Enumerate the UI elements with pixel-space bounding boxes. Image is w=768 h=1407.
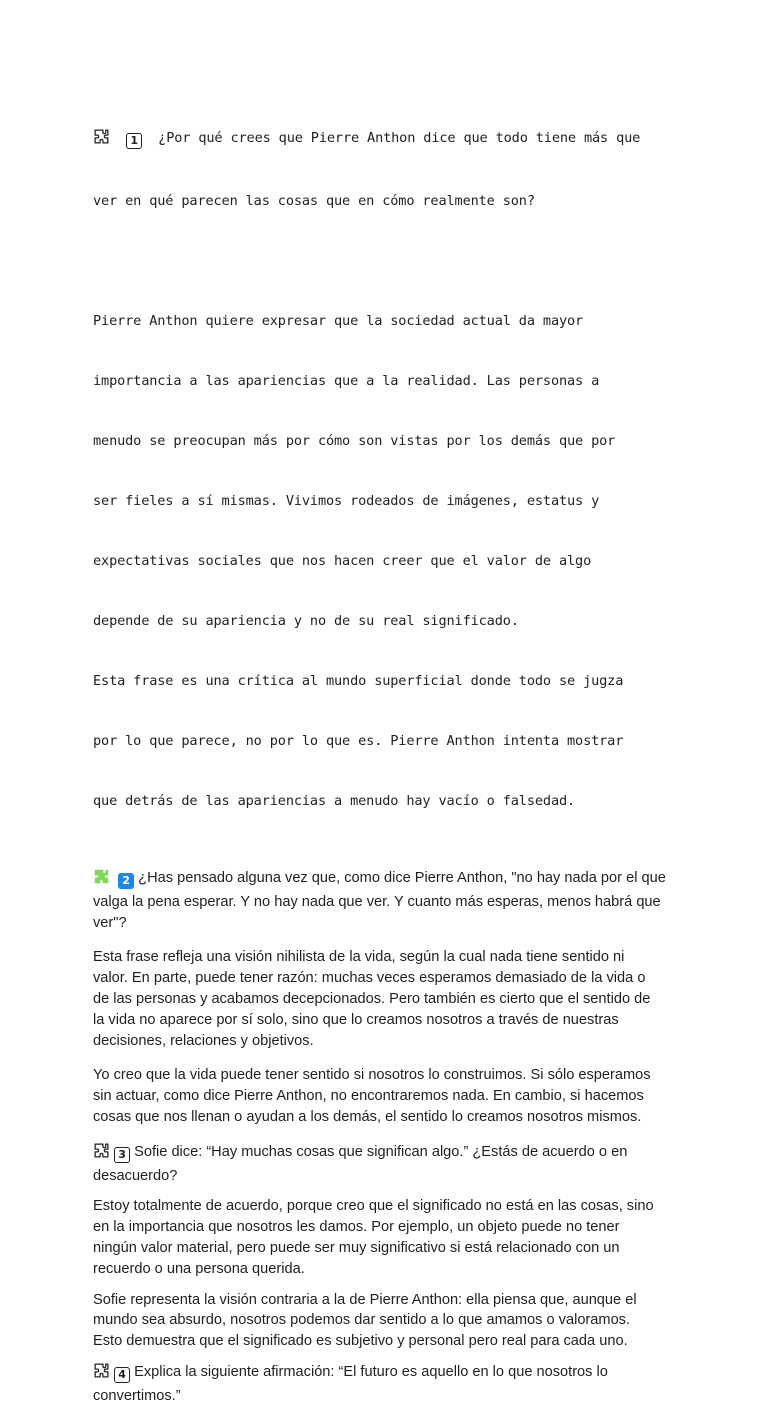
document-page (93, 88, 683, 1407)
question-text-line: ver en qué parecen las cosas que en cómo realmente son? (93, 193, 535, 209)
answer-line: Esta frase es una crítica al mundo superficial donde todo se jugza (93, 673, 624, 689)
answer-line: la vida no aparece por sí solo, sino que lo creamos nosotros a través de nuestras (93, 1011, 619, 1028)
question-number-badge: 1 (126, 133, 142, 149)
answer-1 (93, 271, 683, 851)
puzzle-outline-icon (93, 128, 110, 151)
answer-line: ningún valor material, pero puede ser muy significativo si está relacionado con un (93, 1239, 620, 1256)
question-text-line: Sofie dice: “Hay muchas cosas que significan algo.” ¿Estás de acuerdo o en (134, 1143, 628, 1160)
question-3 (93, 1142, 683, 1187)
answer-line: recuerdo o una persona querida. (93, 1260, 305, 1277)
answer-line: Esta frase refleja una visión nihilista de la vida, según la cual nada tiene sentido ni (93, 949, 625, 966)
question-text-line: valga la pena esperar. Y no hay nada que ver. Y cuanto más esperas, menos habrá que (93, 893, 661, 910)
answer-line: que detrás de las apariencias a menudo hay vacío o falsedad. (93, 793, 576, 809)
question-text-line: convertimos.” (93, 1387, 181, 1404)
answer-line: en la importancia que nosotros les damos. Por ejemplo, un objeto puede no tener (93, 1219, 620, 1236)
answer-line: ser fieles a sí mismas. Vivimos rodeados de imágenes, estatus y (93, 493, 600, 509)
answer-line: mundo sea absurdo, nosotros podemos dar sentido a lo que amamos o valoramos. (93, 1312, 631, 1329)
puzzle-outline-icon (93, 1142, 110, 1166)
answer-line: Esto demuestra que el significado es subjetivo y personal pero real para cada uno. (93, 1333, 628, 1350)
answer-line: importancia a las apariencias que a la realidad. Las personas a (93, 373, 600, 389)
answer-line: sin actuar, como dice Pierre Anthon, no encontraremos nada. En cambio, si hacemos (93, 1088, 644, 1105)
answer-line: valor. En parte, puede tener razón: muchas veces esperamos demasiado de la vida o (93, 970, 646, 987)
answer-line: Yo creo que la vida puede tener sentido si nosotros lo construimos. Si sólo esperamos (93, 1067, 651, 1084)
answer-line: expectativas sociales que nos hacen creer que el valor de algo (93, 553, 592, 569)
question-number-badge: 4 (114, 1367, 130, 1383)
answer-2a (93, 947, 683, 1051)
answer-line: Pierre Anthon quiere expresar que la sociedad actual da mayor (93, 313, 584, 329)
answer-line: cosas que nos llenan o ayudan a los demás, el sentido lo creamos nosotros mismos. (93, 1108, 642, 1125)
question-4 (93, 1362, 683, 1407)
question-text-line: ¿Por qué crees que Pierre Anthon dice que todo tiene más que (158, 130, 641, 146)
question-text-line: desacuerdo? (93, 1167, 178, 1184)
question-number-badge: 2 (118, 873, 134, 889)
puzzle-outline-icon (93, 1362, 110, 1386)
question-text-line: ver"? (93, 914, 127, 931)
answer-2b (93, 1065, 683, 1127)
answer-line: depende de su apariencia y no de su real significado. (93, 613, 519, 629)
answer-3a (93, 1196, 683, 1279)
answer-3b (93, 1290, 683, 1352)
question-2 (93, 868, 683, 933)
question-text-line: Explica la siguiente afirmación: “El futuro es aquello en lo que nosotros lo (134, 1363, 608, 1380)
answer-line: de las personas y acabamos decepcionados. Pero también es cierto que el sentido de (93, 990, 651, 1007)
answer-line: menudo se preocupan más por cómo son vistas por los demás que por (93, 433, 616, 449)
answer-line: decisiones, relaciones y objetivos. (93, 1032, 314, 1049)
question-1 (93, 88, 683, 251)
answer-line: Sofie representa la visión contraria a la de Pierre Anthon: ella piensa que, aunque el (93, 1291, 637, 1308)
answer-line: Estoy totalmente de acuerdo, porque creo que el significado no está en las cosas, sino (93, 1198, 654, 1215)
question-text-line: ¿Has pensado alguna vez que, como dice Pierre Anthon, "no hay nada por el que (138, 870, 666, 886)
question-number-badge: 3 (114, 1147, 130, 1163)
answer-line: por lo que parece, no por lo que es. Pierre Anthon intenta mostrar (93, 733, 624, 749)
puzzle-green-icon (93, 868, 110, 892)
